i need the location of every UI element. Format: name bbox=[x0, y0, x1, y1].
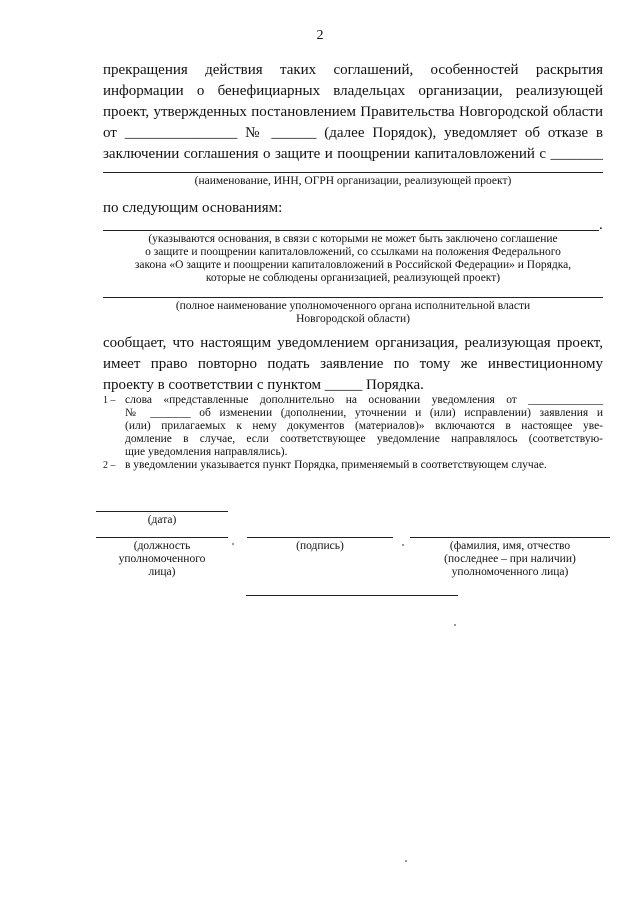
text-line: сообщает, что настоящим уведомлением организация, реализующая проект, bbox=[103, 335, 603, 351]
text-line: прекращения действия таких соглашений, особенностей раскрытия bbox=[103, 62, 603, 78]
caption-org: (наименование, ИНН, ОГРН организации, реализующей проект) bbox=[194, 175, 512, 187]
caption-line: (полное наименование уполномоченного органа исполнительной власти bbox=[175, 300, 531, 312]
footnote-mark: 2 – bbox=[103, 460, 116, 471]
footnote-line: щие уведомления направлялись). bbox=[125, 446, 288, 458]
position-caption bbox=[96, 540, 228, 579]
page-number: 2 bbox=[316, 28, 324, 43]
footnote-line: № _______ об изменении (дополнении, уточнении и (или) исправлении) заявления и bbox=[125, 407, 603, 419]
fullname-caption bbox=[410, 540, 610, 579]
caption-line: (фамилия, имя, отчество bbox=[449, 540, 571, 552]
caption-line: которые не соблюдены организацией, реализующей проект) bbox=[205, 272, 501, 284]
closing-line bbox=[246, 595, 458, 596]
footnote-2 bbox=[103, 459, 603, 473]
paragraph-intro bbox=[103, 60, 603, 165]
caption-line: (последнее – при наличии) bbox=[444, 553, 576, 565]
signature-line bbox=[247, 537, 393, 538]
footnote-line: слова «представленные дополнительно на основании уведомления от _____________ bbox=[125, 394, 603, 406]
scan-speck bbox=[232, 543, 234, 545]
footnote-line: в уведомлении указывается пункт Порядка, применяемый в соответствующем случае. bbox=[125, 459, 547, 471]
scan-speck bbox=[454, 624, 456, 626]
authority-line bbox=[103, 297, 603, 298]
org-name-line bbox=[103, 172, 603, 173]
caption-line: уполномоченного bbox=[118, 553, 206, 565]
date-line bbox=[96, 511, 228, 512]
grounds-label: по следующим основаниям: bbox=[103, 200, 283, 216]
grounds-line bbox=[103, 230, 599, 231]
signature-caption: (подпись) bbox=[296, 540, 344, 552]
caption-authority bbox=[103, 300, 603, 326]
footnote-line: домление в случае, если соответствующее уведомление направлялось (соответствую- bbox=[125, 433, 603, 445]
caption-line: закона «О защите и поощрении капиталовложений в Российской Федерации» и Порядка, bbox=[134, 259, 572, 271]
position-line bbox=[96, 537, 228, 538]
caption-line: (должность bbox=[133, 540, 191, 552]
text-line: проект, утвержденных постановлением Правительства Новгородской области bbox=[103, 104, 603, 120]
footnote-1 bbox=[103, 394, 603, 460]
paragraph-notice bbox=[103, 333, 603, 396]
text-line: от _______________ № ______ (далее Порядок), уведомляет об отказе в bbox=[103, 125, 603, 141]
text-line: имеет право повторно подать заявление по тому же инвестиционному bbox=[103, 356, 603, 372]
date-caption: (дата) bbox=[147, 514, 177, 526]
caption-line: Новгородской области) bbox=[296, 313, 410, 325]
footnote-line: (или) прилагаемых к нему документов (материалов)» включаются в настоящее уве- bbox=[125, 420, 603, 432]
fullname-line bbox=[410, 537, 610, 538]
caption-grounds bbox=[103, 233, 603, 285]
text-line: информации о бенефициарных владельцах организации, реализующей bbox=[103, 83, 603, 99]
scan-speck bbox=[402, 544, 404, 546]
text-line: заключении соглашения о защите и поощрении капиталовложений с _______ bbox=[103, 146, 603, 162]
caption-line: о защите и поощрении капиталовложений, со ссылками на положения Федерального bbox=[145, 246, 561, 258]
scan-speck bbox=[405, 860, 407, 862]
footnote-mark: 1 – bbox=[103, 395, 116, 406]
grounds-period: . bbox=[599, 217, 603, 233]
caption-line: (указываются основания, в связи с которыми не может быть заключено соглашение bbox=[148, 233, 558, 245]
text-line: проекту в соответствии с пунктом _____ Порядка. bbox=[103, 377, 424, 393]
caption-line: уполномоченного лица) bbox=[451, 566, 569, 578]
caption-line: лица) bbox=[148, 566, 176, 578]
